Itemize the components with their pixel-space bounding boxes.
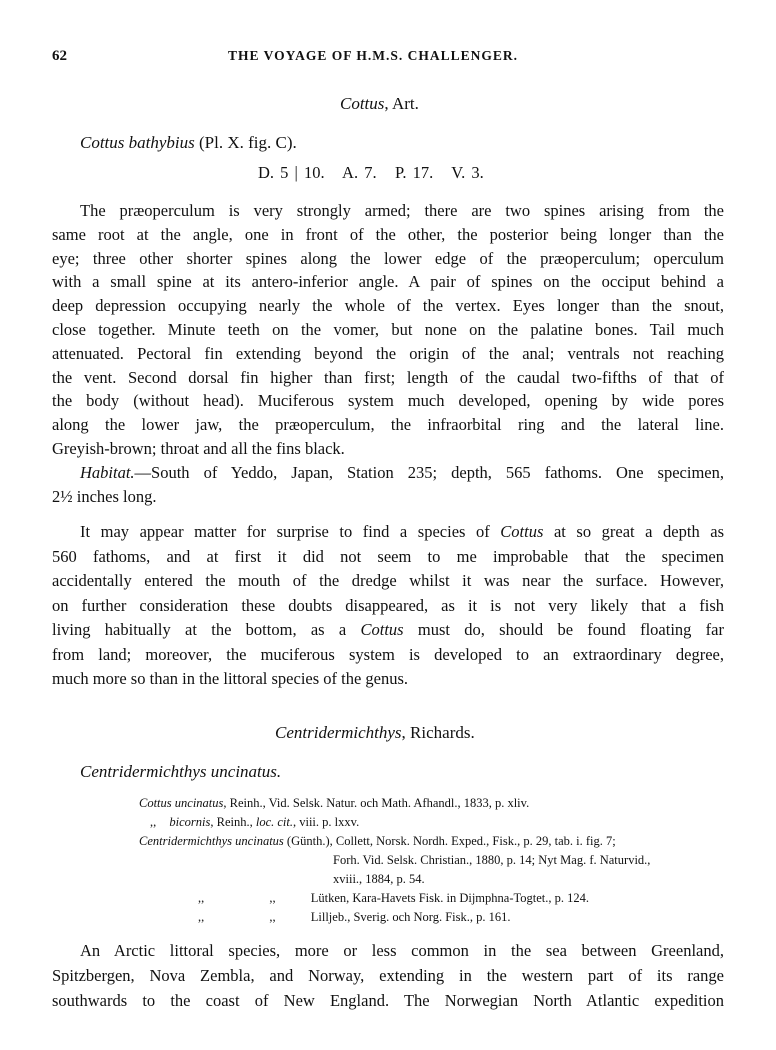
genus-heading-centridermichthys	[275, 723, 475, 743]
text-line: much more so than in the littoral species of the genus.	[52, 669, 409, 688]
synonymy-continuation: Forh. Vid. Selsk. Christian., 1880, p. 14; Nyt Mag. f. Naturvid.,	[333, 853, 651, 867]
synonymy-entry	[198, 910, 511, 925]
ditto-mark: ,,	[150, 815, 157, 829]
text-line: deep depression occupying nearly the whole of the vertex. Eyes longer than the snout,	[52, 296, 724, 316]
synonym-citation: Lilljeb., Sverig. och Norg. Fisk., p. 161.	[310, 910, 511, 924]
remark-paragraph	[52, 520, 724, 692]
species-name: Cottus bathybius	[80, 133, 195, 152]
synonymy-continuation: xviii., 1884, p. 54.	[333, 872, 425, 886]
text-line: eye; three other shorter spines along the lower edge of the præoperculum; operculum	[52, 248, 724, 268]
text-line: from land; moreover, the muciferous system is developed to an extraordinary degree,	[52, 644, 724, 664]
species-name: Centridermichthys uncinatus.	[80, 762, 282, 781]
text-line: with a small spine at its antero-inferior angle. A pair of spines on the occiput behind a	[52, 272, 724, 292]
text-line: the vent. Second dorsal fin higher than first; length of the caudal two-fifths of that of	[52, 367, 724, 387]
synonymy-entry	[198, 891, 589, 906]
synonym-name: Centridermichthys uncinatus	[139, 834, 284, 848]
genus-name: Centridermichthys	[275, 723, 402, 742]
page-number: 62	[52, 48, 67, 64]
habitat-line-2: 2½ inches long.	[52, 486, 157, 506]
text-line: along the lower jaw, the præoperculum, the infraorbital ring and the lateral line.	[52, 415, 724, 435]
text-line: The præoperculum is very strongly armed; there are two spines arising from the	[80, 201, 724, 220]
text-line: Spitzbergen, Nova Zembla, and Norway, extending in the western part of its range	[52, 966, 724, 985]
ditto-mark: ,,	[198, 910, 205, 924]
text-line: on further consideration these doubts disappeared, as it is not very likely that a fish	[52, 595, 724, 615]
ditto-mark: ,,	[269, 891, 276, 905]
text-line: It may appear matter for surprise to find a species of Cottus at so great a depth as	[80, 522, 725, 541]
synonym-citation: , Reinh., Vid. Selsk. Natur. och Math. Afhandl., 1833, p. xliv.	[223, 796, 530, 810]
synonym-citation: , Reinh.,	[210, 815, 256, 829]
genus-name-inline: Cottus	[360, 620, 404, 639]
text-line: the body (without head). Muciferous system much developed, opening by wide pores	[52, 391, 724, 411]
genus-author: , Richards.	[401, 723, 475, 742]
fin-formula: D. 5 | 10. A. 7. P. 17. V. 3.	[258, 163, 484, 182]
synonym-name: Cottus uncinatus	[139, 796, 224, 810]
text-line: same root at the angle, one in front of the other, the posterior being longer than the	[52, 224, 724, 244]
genus-name: Cottus	[340, 94, 385, 113]
ditto-mark: ,,	[198, 891, 205, 905]
synonymy-entry	[150, 815, 359, 830]
synonym-citation-end: , viii. p. lxxv.	[292, 815, 360, 829]
genus-heading-cottus	[340, 94, 419, 114]
species-ref: (Pl. X. fig. C).	[194, 133, 297, 152]
synonymy-entry	[139, 834, 616, 849]
text-line: living habitually at the bottom, as a Cottus must do, should be found floating far	[52, 620, 724, 639]
running-title: THE VOYAGE OF H.M.S. CHALLENGER.	[228, 48, 519, 63]
synonym-citation: Lütken, Kara-Havets Fisk. in Dijmphna-Togtet., p. 124.	[310, 891, 589, 905]
text-line: close together. Minute teeth on the vomer, but none on the palatine bones. Tail much	[52, 319, 724, 339]
text-line: attenuated. Pectoral fin extending beyond the origin of the anal; ventrals not reaching	[52, 343, 724, 363]
habitat-line	[52, 461, 724, 485]
text-line: An Arctic littoral species, more or less common in the sea between Greenland,	[80, 941, 724, 960]
species-heading-centridermichthys-uncinatus	[80, 762, 281, 782]
distribution-paragraph	[52, 938, 724, 1013]
text-line: Greyish-brown; throat and all the fins black.	[52, 438, 345, 458]
habitat-text: —South of Yeddo, Japan, Station 235; depth, 565 fathoms. One specimen,	[134, 462, 724, 482]
loc-cit: loc. cit.	[255, 815, 293, 829]
ditto-mark: ,,	[269, 910, 276, 924]
habitat-label: Habitat.	[80, 462, 135, 482]
description-paragraph	[52, 199, 724, 508]
text-line: 560 fathoms, and at first it did not seem to me improbable that the specimen	[52, 546, 724, 566]
synonym-citation: (Günth.), Collett, Norsk. Nordh. Exped., Fisk., p. 29, tab. i. fig. 7;	[283, 834, 616, 848]
synonym-name: bicornis	[169, 815, 211, 829]
genus-name-inline: Cottus	[500, 522, 544, 541]
genus-author: , Art.	[384, 94, 419, 113]
species-heading-cottus-bathybius	[80, 133, 297, 153]
text-line: accidentally entered the mouth of the dredge whilst it was near the surface. However,	[52, 571, 724, 590]
synonymy-entry	[139, 796, 529, 811]
text-line: southwards to the coast of New England. The Norwegian North Atlantic expedition	[52, 991, 724, 1010]
